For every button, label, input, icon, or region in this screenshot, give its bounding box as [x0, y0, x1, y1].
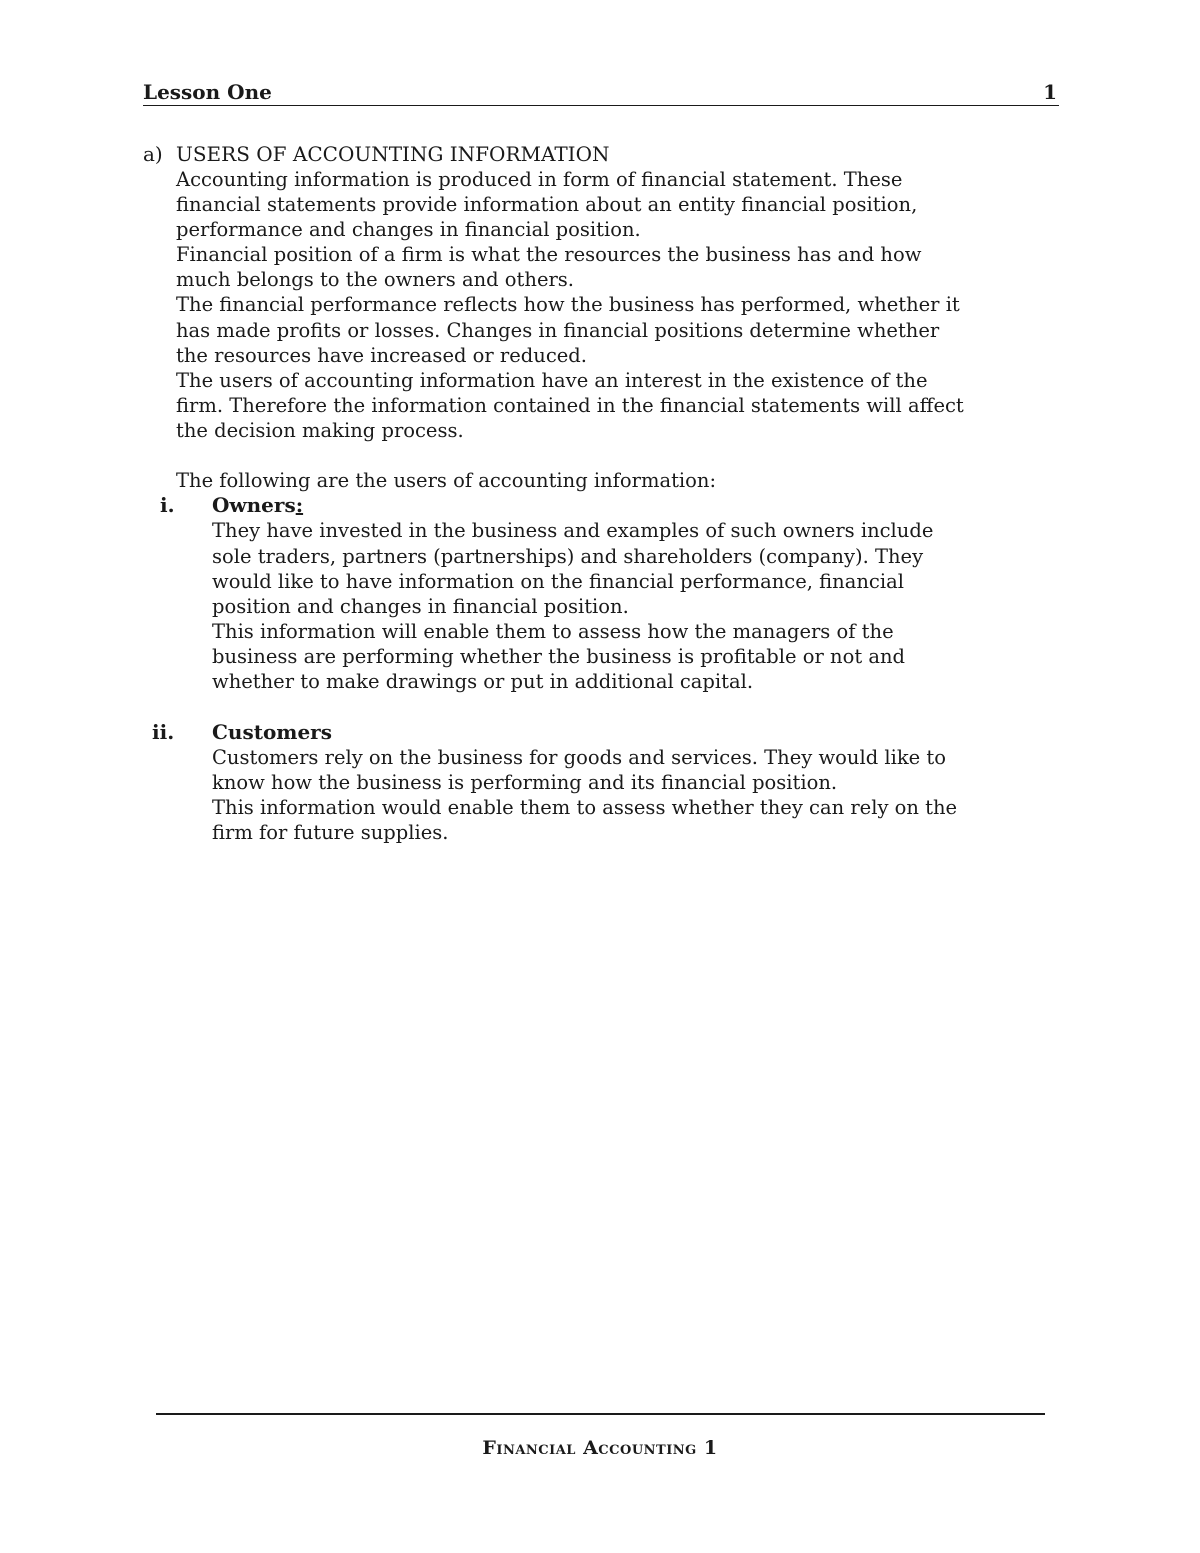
customers-line: know how the business is performing and its financial position.: [212, 771, 838, 794]
list-marker-customers: ii.: [152, 720, 175, 744]
owners-line: would like to have information on the financial performance, financial: [212, 570, 904, 593]
owners-line: whether to make drawings or put in additional capital.: [212, 670, 754, 693]
lesson-title: Lesson One: [143, 80, 272, 104]
footer-rule: [156, 1413, 1045, 1415]
owners-heading: [212, 493, 303, 518]
paragraph-line: the resources have increased or reduced.: [176, 344, 587, 367]
paragraph-line: has made profits or losses. Changes in financial positions determine whether: [176, 319, 940, 342]
customers-line: This information would enable them to assess whether they can rely on the: [212, 796, 958, 819]
footer-title: Financial Accounting 1: [482, 1437, 718, 1459]
owners-line: business are performing whether the business is profitable or not and: [212, 645, 906, 668]
paragraph-line: firm. Therefore the information contained in the financial statements will affect: [176, 394, 964, 417]
customers-heading: Customers: [212, 720, 332, 744]
paragraph-line: much belongs to the owners and others.: [176, 268, 575, 291]
paragraph-line: Financial position of a firm is what the resources the business has and how: [176, 243, 922, 266]
paragraph-line: the decision making process.: [176, 419, 464, 442]
page-header: [143, 80, 1059, 106]
owners-line: position and changes in financial position.: [212, 595, 629, 618]
owners-line: This information will enable them to assess how the managers of the: [212, 620, 894, 643]
paragraph-line: performance and changes in financial position.: [176, 218, 641, 241]
paragraph-line: The users of accounting information have an interest in the existence of the: [176, 369, 928, 392]
paragraph-line: financial statements provide information about an entity financial position,: [176, 193, 918, 216]
owners-heading-colon: :: [295, 493, 304, 517]
users-intro: The following are the users of accounting information:: [176, 469, 717, 492]
list-marker-owners: i.: [160, 493, 175, 517]
section-heading: USERS OF ACCOUNTING INFORMATION: [176, 142, 610, 166]
paragraph-line: The financial performance reflects how the business has performed, whether it: [176, 293, 960, 316]
section-marker: a): [143, 142, 163, 166]
page-number: 1: [1043, 80, 1057, 104]
owners-heading-text: Owners: [212, 493, 296, 517]
paragraph-line: Accounting information is produced in form of financial statement. These: [176, 168, 903, 191]
owners-line: sole traders, partners (partnerships) and shareholders (company). They: [212, 545, 924, 568]
customers-line: Customers rely on the business for goods and services. They would like to: [212, 746, 946, 769]
customers-line: firm for future supplies.: [212, 821, 449, 844]
owners-line: They have invested in the business and examples of such owners include: [212, 519, 934, 542]
